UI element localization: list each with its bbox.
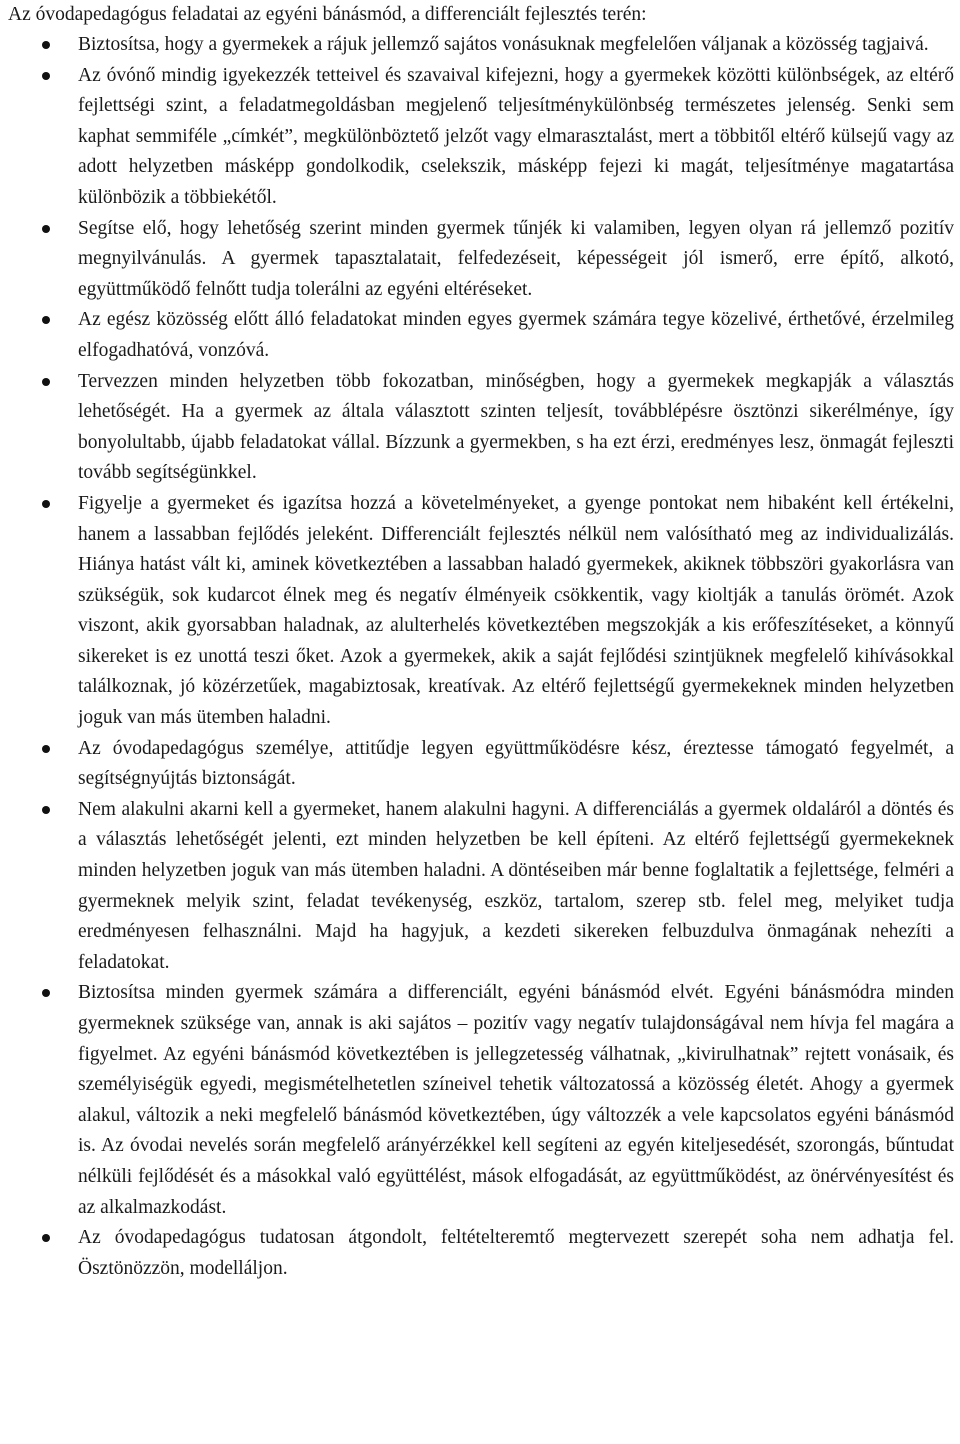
list-item-text: Nem alakulni akarni kell a gyermeket, hanem alakulni hagyni. A differenciálás a gyermek oldaláról a döntés és a választás lehetőségét jelenti, ezt minden helyzetben be kell építeni. Az eltérő fejlettségű gyermekeknek minden helyzetben joguk van más ütemben haladni. A döntéseiben már benne foglaltatik a fejlettsége, felméri a gyermeknek melyik szint, feladat tevékenység, eszköz, tartalom, szerep stb. felel meg, melyiket tudja eredményesen felhasználni. Majd ha hagyjuk, a kezdeti sikereken felbuzdulva önmagának nehezíti a feladatokat. — [78, 798, 954, 973]
list-item — [4, 1223, 956, 1284]
bullet-list — [4, 30, 956, 1284]
list-item-text: Az óvodapedagógus tudatosan átgondolt, feltételteremtő megtervezett szerepét soha nem adhatja fel. Ösztönözzön, modelláljon. — [78, 1227, 954, 1279]
list-item-text: Figyelje a gyermeket és igazítsa hozzá a követelményeket, a gyenge pontokat nem hibaként kell értékelni, hanem a lassabban fejlődés jeleként. Differenciált fejlesztés nélkül nem valósítható meg az individualizálás. Hiánya hatást vált ki, aminek következtében a lassabban haladó gyermekek, akiknek többszöri gyakorlásra van szükségük, sok kudarcot élnek meg és negatív élményeik csökkentik, vagy kioltják a tanulás örömét. Azok viszont, akik gyorsabban haladnak, az alulterhelés következtében megszokják a kis erőfeszítéseket, a könnyű sikereket is ez unottá teszi őket. Azok a gyermekek, akik a saját fejlődési szintjüknek megfelelő kihívásokkal találkoznak, jó közérzetűek, magabiztosak, kreatívak. Az eltérő fejlettségű gyermekeknek minden helyzetben joguk van más ütemben haladni. — [78, 492, 954, 729]
bullet-icon — [42, 745, 50, 753]
list-item — [4, 61, 956, 214]
bullet-icon — [42, 225, 50, 233]
list-item-text: Az óvónő mindig igyekezzék tetteivel és szavaival kifejezni, hogy a gyermekek közötti különbségek, az eltérő fejlettségi szint, a feladatmegoldásban megjelenő teljesítménykülönbség természetes jelenség. Senki sem kaphat semmiféle „címkét”, megkülönböztető jelzőt vagy elmarasztalást, mert a többitől eltérő külsejű vagy az adott helyzetben másképp gondolkodik, cselekszik, másképp fejezi ki magát, teljesítménye magatartása különbözik a többiekétől. — [78, 64, 954, 208]
bullet-icon — [42, 41, 50, 49]
list-item — [4, 978, 956, 1223]
bullet-icon — [42, 378, 50, 386]
list-item-text: Biztosítsa minden gyermek számára a differenciált, egyéni bánásmód elvét. Egyéni bánásmódra minden gyermeknek szüksége van, annak is aki sajátos – pozitív vagy negatív tulajdonságával nem hívja fel magára a figyelmet. Az egyéni bánásmód következtében is jellegzetesség válhatnak, „kivirulhatnak” rejtett vonásaik, és személyiségük egyedi, megismételhetetlen színeivel tehetik változatossá a közösség életét. Ahogy a gyermek alakul, változik a neki megfelelő bánásmód következtében, úgy változzék a vele kapcsolatos egyéni bánásmód is. Az óvodai nevelés során megfelelő arányérzékkel kell segíteni az egyén kiteljesedését, szorongás, bűntudat nélküli fejlődését és a másokkal való együttélést, mások elfogadását, az együttműködést, az önérvényesítést és az alkalmazkodást. — [78, 982, 954, 1218]
list-item-text: Segítse elő, hogy lehetőség szerint minden gyermek tűnjék ki valamiben, legyen olyan rá jellemző pozitív megnyilvánulás. A gyermek tapasztalatait, felfedezéseit, képességeit jól ismerő, erre építő, alkotó, együttműködő felnőtt tudja tolerálni az egyéni eltéréseket. — [78, 217, 954, 300]
list-item — [4, 489, 956, 734]
bullet-icon — [42, 72, 50, 80]
list-item — [4, 214, 956, 306]
bullet-icon — [42, 316, 50, 324]
bullet-icon — [42, 500, 50, 508]
list-item-text: Az egész közösség előtt álló feladatokat minden egyes gyermek számára tegye közelivé, érthetővé, érzelmileg elfogadhatóvá, vonzóvá. — [78, 309, 954, 361]
list-item — [4, 305, 956, 366]
list-item-text: Tervezzen minden helyzetben több fokozatban, minőségben, hogy a gyermekek megkapják a választás lehetőségét. Ha a gyermek az általa választott szinten teljesít, továbblépésre ösztönzi sikerélménye, így bonyolultabb, újabb feladatokat vállal. Bízzunk a gyermekben, s ha ezt érzi, eredményes lesz, önmagát fejleszti tovább segítségünkkel. — [78, 370, 954, 484]
list-item-text: Az óvodapedagógus személye, attitűdje legyen együttműködésre kész, éreztesse támogató fegyelmét, a segítségnyújtás biztonságát. — [78, 737, 954, 790]
bullet-icon — [42, 989, 50, 997]
bullet-icon — [42, 1234, 50, 1242]
section-heading: Az óvodapedagógus feladatai az egyéni bánásmód, a differenciált fejlesztés terén: — [8, 4, 647, 25]
list-item — [4, 734, 956, 795]
list-item — [4, 367, 956, 489]
bullet-icon — [42, 806, 50, 814]
list-item — [4, 795, 956, 979]
list-item — [4, 30, 956, 61]
list-item-text: Biztosítsa, hogy a gyermekek a rájuk jellemző sajátos vonásuknak megfelelően váljanak a közösség tagjaivá. — [78, 34, 929, 55]
